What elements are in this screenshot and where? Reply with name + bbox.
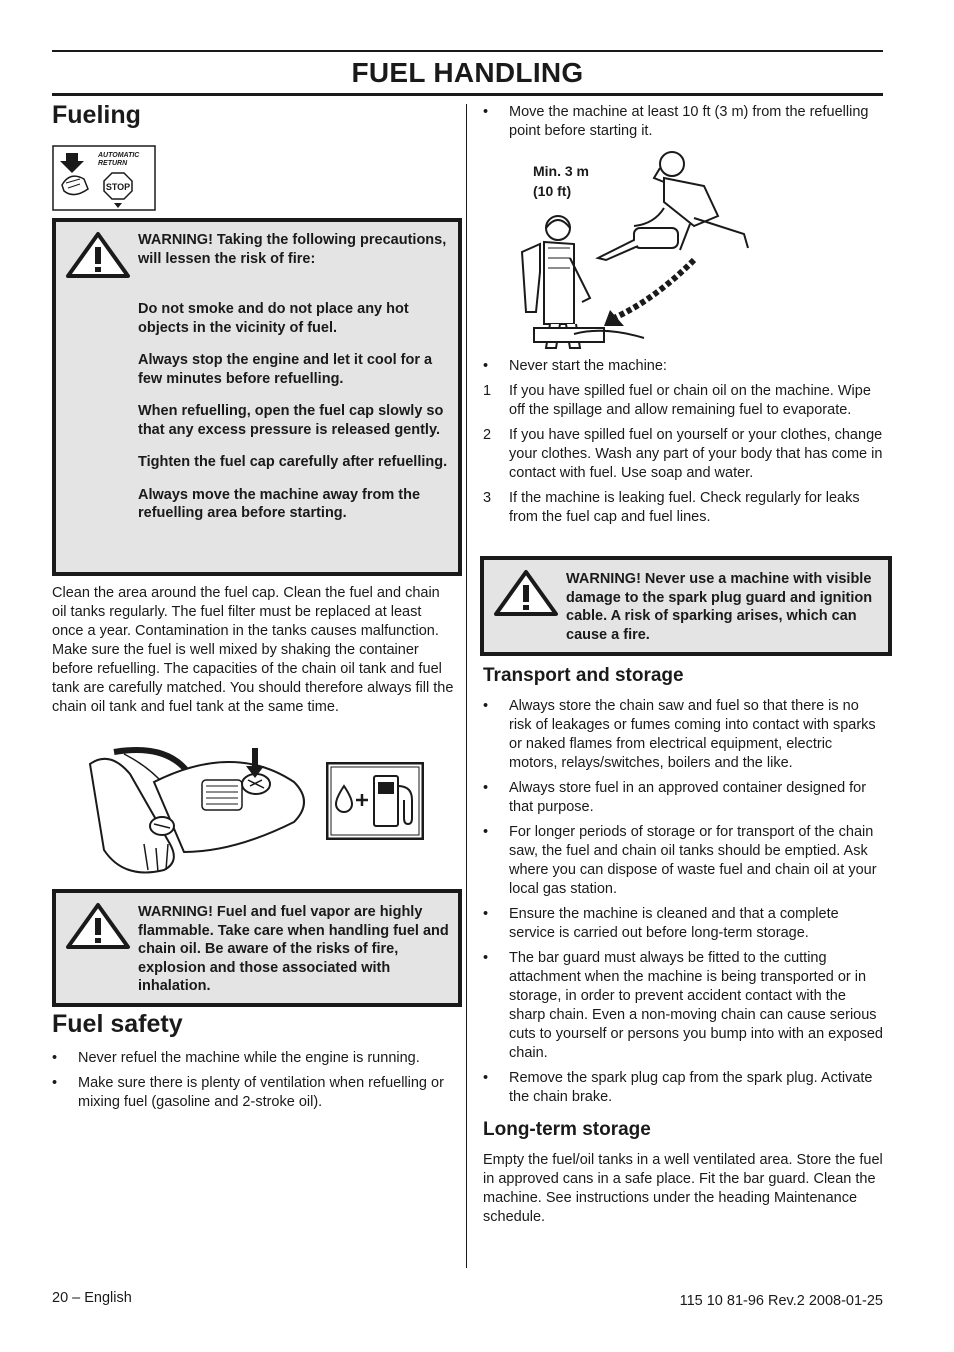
page-title: FUEL HANDLING xyxy=(351,57,584,88)
never-start-list xyxy=(483,357,883,382)
move-machine-list xyxy=(483,103,883,147)
transport-heading: Transport and storage xyxy=(483,665,684,686)
return-label: RETURN xyxy=(98,160,128,167)
warning-triangle-icon xyxy=(62,901,134,951)
list-item: • Always store the chain saw and fuel so that there is no risk of leakages or fumes coming into contact with sparks or naked flames from electrical equipment, electric motors, relays/switches, boilers and the like. xyxy=(483,698,876,771)
chainsaw-fuel-cap-illustration xyxy=(84,744,316,880)
warning-box-spark-plug xyxy=(480,556,892,656)
warning-text: WARNING! Fuel and fuel vapor are highly flammable. Take care when handling fuel and chain oil. Be aware of the risks of fire, explosion and those associated with inhalation. xyxy=(138,904,449,994)
longterm-text: Empty the fuel/oil tanks in a well ventilated area. Store the fuel in approved cans in a safe place. Fit the bar guard. Clean the machine. See instructions under the heading Maintenance schedule. xyxy=(483,1152,883,1225)
longterm-heading: Long-term storage xyxy=(483,1119,651,1140)
list-item: • Move the machine at least 10 ft (3 m) from the refuelling point before starting it. xyxy=(483,104,869,139)
document-reference: 115 10 81-96 Rev.2 2008-01-25 xyxy=(679,1293,883,1309)
refuelling-distance-illustration xyxy=(514,148,754,354)
warning-item: Do not smoke and do not place any hot objects in the vicinity of fuel. xyxy=(138,301,409,336)
header-rule-top xyxy=(52,50,883,52)
list-item: 1 If you have spilled fuel or chain oil on the machine. Wipe off the spillage and allow remaining fuel to evaporate. xyxy=(483,383,871,418)
fuel-safety-list xyxy=(52,1049,458,1118)
list-item: • Always store fuel in an approved container designed for that purpose. xyxy=(483,780,867,815)
warning-box-fire-precautions xyxy=(52,218,462,576)
header-rule-bottom xyxy=(52,93,883,96)
list-item: • Ensure the machine is cleaned and that a complete service is carried out before long-term storage. xyxy=(483,906,839,941)
automatic-label: AUTOMATIC xyxy=(98,152,140,159)
list-item: • Make sure there is plenty of ventilation when refuelling or mixing fuel (gasoline and 2-stroke oil). xyxy=(52,1075,444,1110)
fuel-oil-symbol-icon xyxy=(326,762,424,840)
fueling-body-text: Clean the area around the fuel cap. Clean the fuel and chain oil tanks regularly. The fuel filter must be replaced at least once a year. Contamination in the tanks causes malfunction. Make sure the fuel is well mixed by shaking the container before refuelling. The capacities of the chain oil tank and fuel tank are carefully matched. You should therefore always fill the chain oil tank and fuel tank at the same time. xyxy=(52,585,454,715)
bullet: • xyxy=(483,824,489,840)
list-item: 3 If the machine is leaking fuel. Check regularly for leaks from the fuel cap and fuel lines. xyxy=(483,490,860,525)
list-item: • The bar guard must always be fitted to the cutting attachment when the machine is being transported or in storage, in order to prevent accident contact with the sharp chain. Even a non-moving chain can cause serious cuts to yourself or persons you bump into with an exposed chain. xyxy=(483,950,883,1061)
fuel-safety-heading: Fuel safety xyxy=(52,1010,183,1038)
bullet: • xyxy=(483,950,489,966)
bullet: • xyxy=(483,780,489,796)
warning-box-flammable xyxy=(52,889,462,1007)
list-item: • For longer periods of storage or for transport of the chain saw, the fuel and chain oil tanks should be emptied. Ask where you can dispose of waste fuel and chain oil at your local gas station. xyxy=(483,824,877,897)
bullet: • xyxy=(52,1075,58,1091)
bullet: • xyxy=(483,698,489,714)
column-divider xyxy=(466,104,467,1268)
page-number: 20 – English xyxy=(52,1290,132,1306)
warning-text xyxy=(138,231,454,537)
warning-lead: WARNING! Taking the following precautions, will lessen the risk of fire: xyxy=(138,232,447,267)
list-item: 2 If you have spilled fuel on yourself or your clothes, change your clothes. Wash any part of your body that has come in contact with fuel. Use soap and water. xyxy=(483,427,883,481)
bullet: • xyxy=(52,1050,58,1066)
warning-item: Always stop the engine and let it cool for a few minutes before refuelling. xyxy=(138,352,433,387)
bullet: • xyxy=(483,1070,489,1086)
transport-list xyxy=(483,697,883,1113)
warning-triangle-icon xyxy=(490,568,562,618)
list-item: • Never refuel the machine while the engine is running. xyxy=(52,1050,420,1066)
warning-item: Always move the machine away from the refuelling area before starting. xyxy=(138,486,421,521)
bullet: • xyxy=(483,906,489,922)
stop-label: STOP xyxy=(105,182,131,192)
warning-text: WARNING! Never use a machine with visible damage to the spark plug guard and ignition cable. A risk of sparking arises, which can cause a fire. xyxy=(566,571,873,643)
list-item: • Remove the spark plug cap from the spark plug. Activate the chain brake. xyxy=(483,1070,873,1105)
distance-label: Min. 3 m (10 ft) xyxy=(533,163,590,199)
warning-item: Tighten the fuel cap carefully after refuelling. xyxy=(138,454,448,470)
automatic-return-stop-icon xyxy=(52,145,156,211)
fueling-heading: Fueling xyxy=(52,101,141,129)
bullet: • xyxy=(483,358,489,374)
bullet: • xyxy=(483,104,489,120)
warning-item: When refuelling, open the fuel cap slowly so that any excess pressure is released gently. xyxy=(138,403,444,438)
list-item: • Never start the machine: xyxy=(483,358,667,374)
warning-triangle-icon xyxy=(62,230,134,280)
never-start-reasons xyxy=(483,382,883,533)
